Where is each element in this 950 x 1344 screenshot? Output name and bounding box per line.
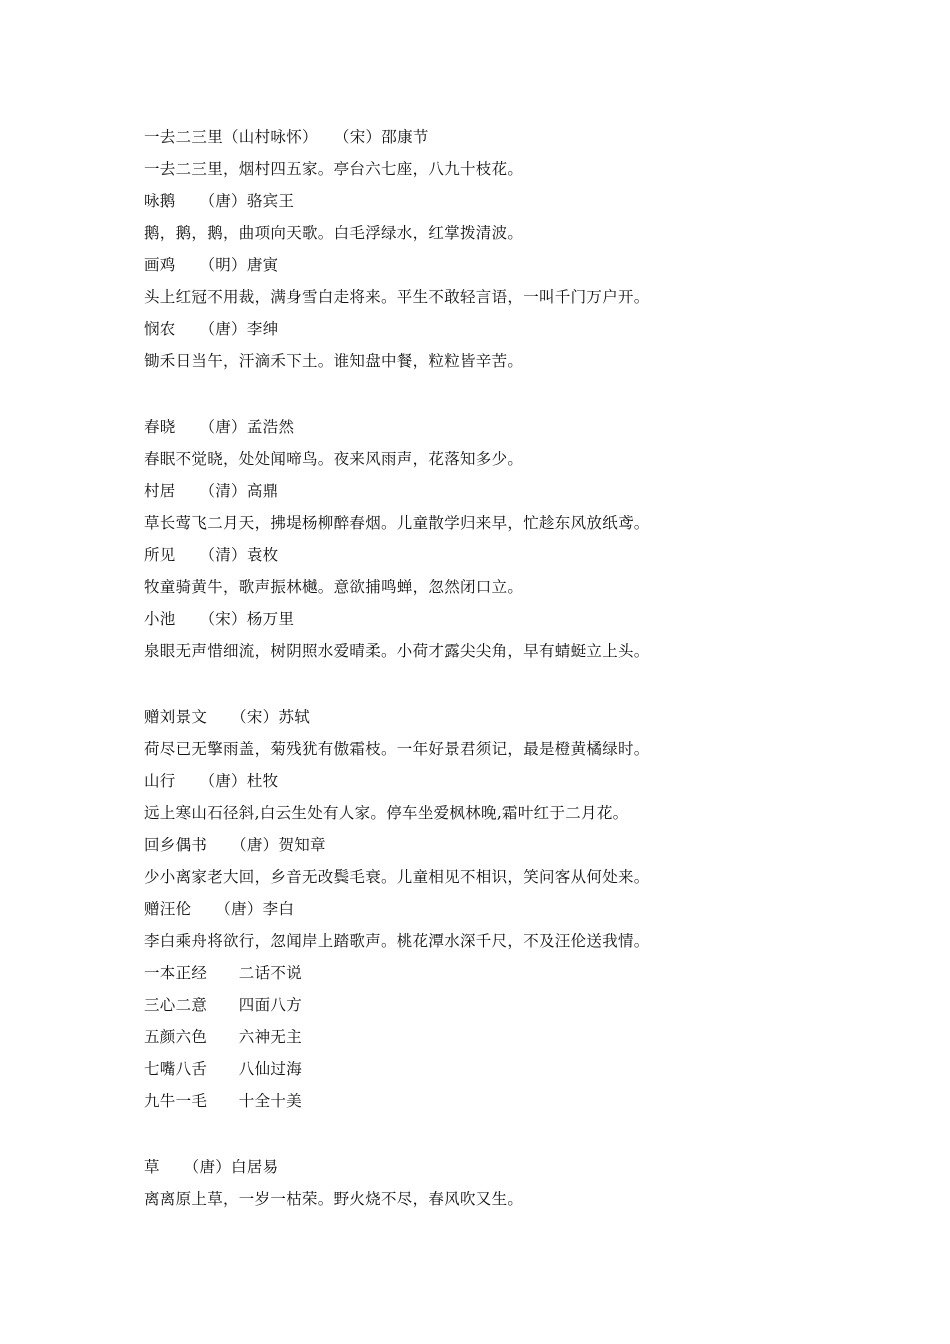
poem-text-line: 远上寒山石径斜,白云生处有人家。停车坐爱枫林晚,霜叶红于二月花。 (144, 804, 629, 822)
poem-list (144, 121, 864, 1215)
poem-title-line: 赠刘景文 （宋）苏轼 (144, 708, 311, 726)
section-gap (144, 1117, 864, 1151)
poem-title-line: 咏鹅 （唐）骆宾王 (144, 192, 295, 210)
poem-title-line: 所见 （清）袁枚 (144, 546, 279, 564)
poem-text-line: 一去二三里，烟村四五家。亭台六七座，八九十枝花。 (144, 160, 524, 178)
poem-title-line: 小池 （宋）杨万里 (144, 610, 295, 628)
section-gap (144, 667, 864, 701)
idiom-line: 五颜六色 六神无主 (144, 1028, 303, 1046)
idiom-line: 三心二意 四面八方 (144, 996, 303, 1014)
poem-text-line: 少小离家老大回，乡音无改鬓毛衰。儿童相见不相识，笑问客从何处来。 (144, 868, 650, 886)
idiom-line: 一本正经 二话不说 (144, 964, 303, 982)
poem-text-line: 荷尽已无擎雨盖，菊残犹有傲霜枝。一年好景君须记，最是橙黄橘绿时。 (144, 740, 650, 758)
poem-text-line: 锄禾日当午，汗滴禾下土。谁知盘中餐，粒粒皆辛苦。 (144, 352, 524, 370)
poem-title-line: 画鸡 （明）唐寅 (144, 256, 279, 274)
poem-title-line: 一去二三里（山村咏怀） （宋）邵康节 (144, 128, 429, 146)
poem-text-line: 李白乘舟将欲行，忽闻岸上踏歌声。桃花潭水深千尺，不及汪伦送我情。 (144, 932, 650, 950)
poem-title-line: 回乡偶书 （唐）贺知章 (144, 836, 326, 854)
poem-text-line: 草长莺飞二月天，拂堤杨柳醉春烟。儿童散学归来早，忙趁东风放纸鸢。 (144, 514, 650, 532)
poem-text-line: 春眠不觉晓，处处闻啼鸟。夜来风雨声，花落知多少。 (144, 450, 524, 468)
poem-title-line: 村居 （清）高鼎 (144, 482, 279, 500)
poem-text-line: 离离原上草，一岁一枯荣。野火烧不尽，春风吹又生。 (144, 1190, 524, 1208)
poem-text-line: 头上红冠不用裁，满身雪白走将来。平生不敢轻言语，一叫千门万户开。 (144, 288, 650, 306)
poem-title-line: 草 （唐）白居易 (144, 1158, 279, 1176)
poem-title-line: 山行 （唐）杜牧 (144, 772, 279, 790)
poem-title-line: 春晓 （唐）孟浩然 (144, 418, 295, 436)
idiom-line: 九牛一毛 十全十美 (144, 1092, 303, 1110)
poem-title-line: 悯农 （唐）李绅 (144, 320, 279, 338)
poem-text-line: 泉眼无声惜细流，树阴照水爱晴柔。小荷才露尖尖角，早有蜻蜓立上头。 (144, 642, 650, 660)
poem-text-line: 鹅，鹅，鹅，曲项向天歌。白毛浮绿水，红掌拨清波。 (144, 224, 524, 242)
poem-title-line: 赠汪伦 （唐）李白 (144, 900, 295, 918)
section-gap (144, 377, 864, 411)
poem-text-line: 牧童骑黄牛，歌声振林樾。意欲捕鸣蝉，忽然闭口立。 (144, 578, 524, 596)
idiom-line: 七嘴八舌 八仙过海 (144, 1060, 303, 1078)
